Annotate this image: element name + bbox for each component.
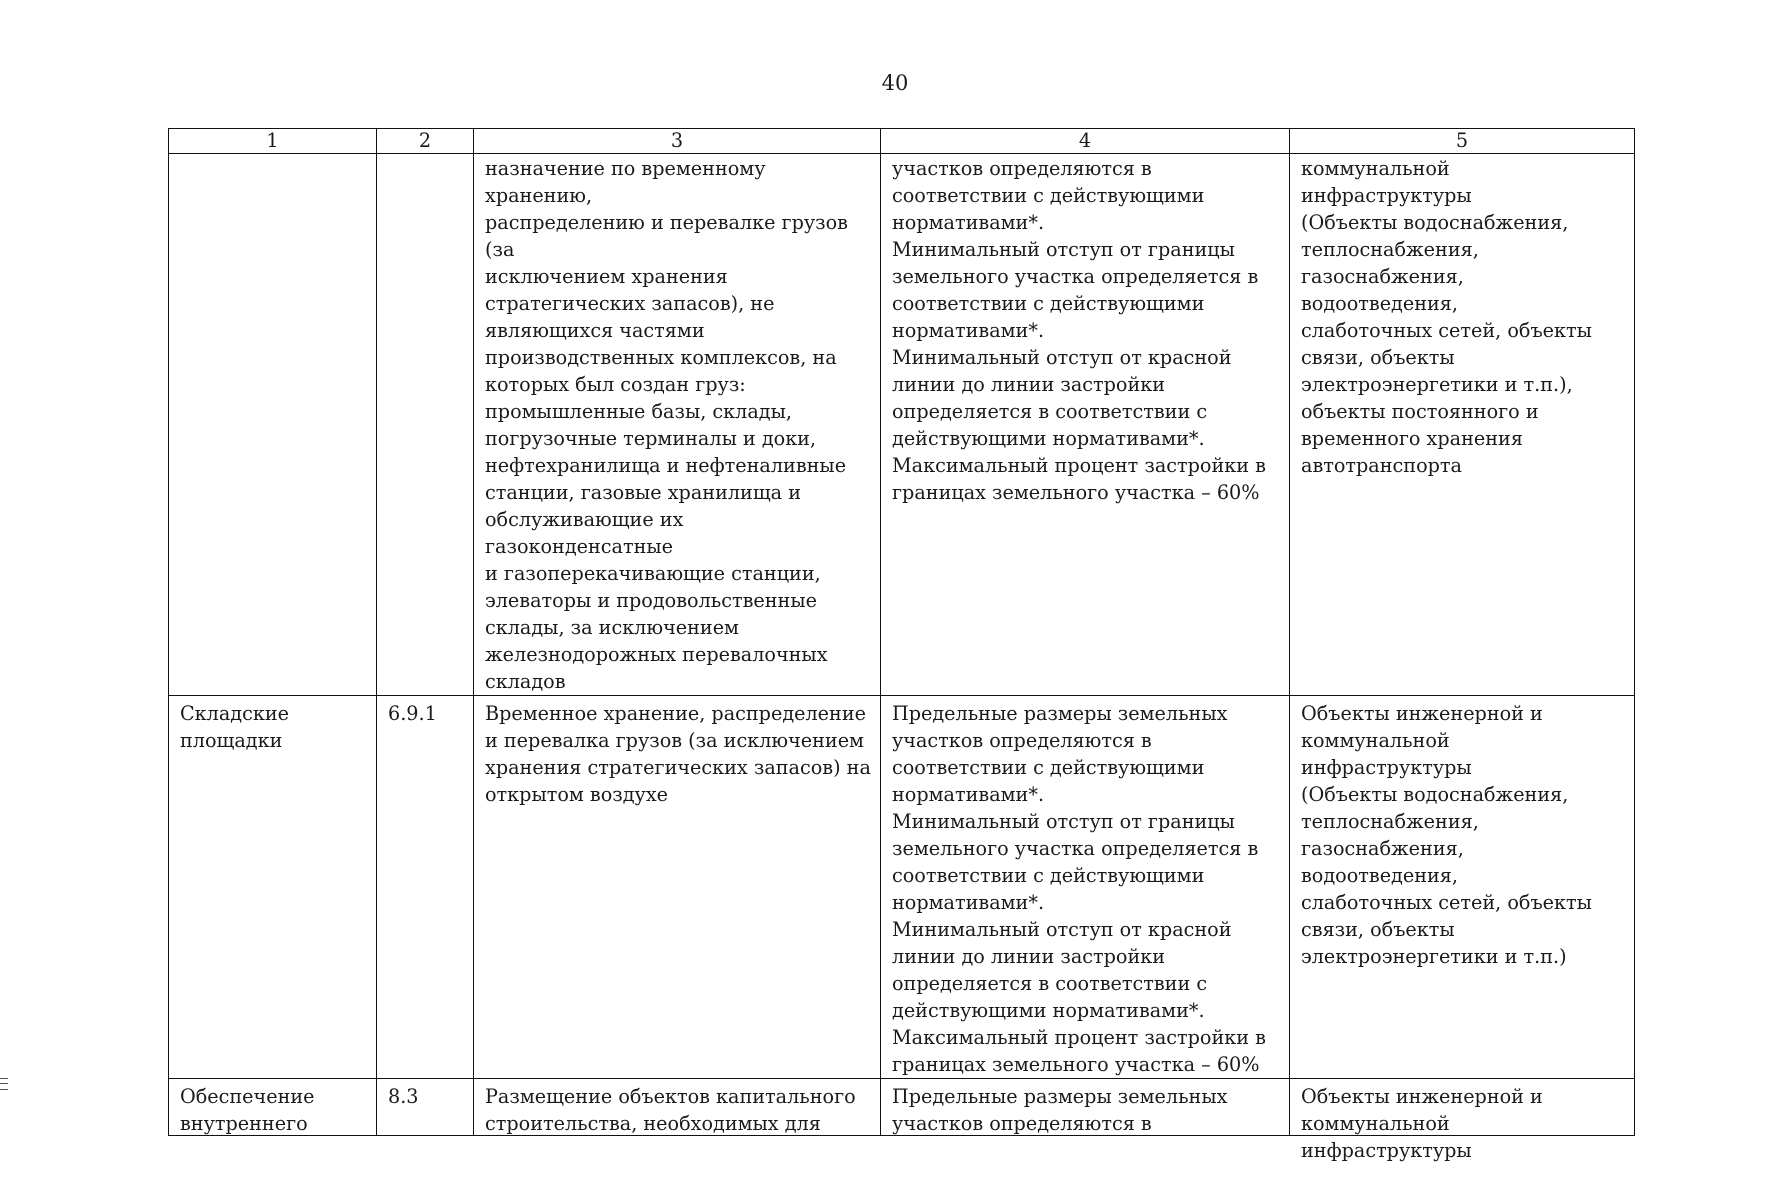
use-type-name: Обеспечение внутреннего — [180, 1085, 315, 1135]
use-description: Размещение объектов капитального строительства, необходимых для — [485, 1085, 856, 1135]
auxiliary-uses-cell — [1290, 1079, 1635, 1162]
auxiliary-uses-cell — [1290, 696, 1635, 1079]
use-description: назначение по временному хранению, распределению и перевалке грузов (за исключением хранения стратегических запасов), не являющихся частями производственных комплексов, на которых был создан груз: промышленные базы, склады, погрузочные терминалы и доки, нефтехранилища и нефтеналивные станции, газовые хранилища и обслуживающие их газоконденсатные и газоперекачивающие станции, элеваторы и продовольственные склады, за исключением железнодорожных перевалочных складов — [485, 157, 848, 693]
table-header-row — [169, 129, 1635, 154]
use-type-name-cell — [169, 154, 377, 696]
parameters-cell — [881, 696, 1290, 1079]
parameters-text: участков определяются в соответствии с действующими нормативами*. Минимальный отступ от границы земельного участка определяется в соответствии с действующими нормативами*. Минимальный отступ от красной линии до линии застройки определяется в соответствии с действующими нормативами*. Максимальный процент застройки в границах земельного участка – 60% — [892, 157, 1266, 504]
use-type-name-cell — [169, 1079, 377, 1136]
page-number: 40 — [881, 71, 909, 95]
table-row — [169, 154, 1635, 696]
use-type-name-cell — [169, 696, 377, 1079]
auxiliary-uses-cell — [1290, 154, 1635, 696]
parameters-text: Предельные размеры земельных участков определяются в соответствии с действующими нормативами*. Минимальный отступ от границы земельного участка определяется в соответствии с действующими нормативами*. Минимальный отступ от красной линии до линии застройки определяется в соответствии с действующими нормативами*. Максимальный процент застройки в границах земельного участка – 60% — [892, 702, 1266, 1076]
use-description-cell — [474, 1079, 881, 1136]
parameters-cell — [881, 1079, 1290, 1136]
use-type-code: 6.9.1 — [388, 702, 437, 725]
table-row — [169, 1079, 1635, 1136]
auxiliary-uses-text: Объекты инженерной и коммунальной инфраструктуры — [1301, 1085, 1543, 1162]
column-header-3: 3 — [474, 129, 881, 154]
table-row — [169, 696, 1635, 1079]
parameters-text: Предельные размеры земельных участков определяются в — [892, 1085, 1228, 1135]
use-type-code-cell — [377, 154, 474, 696]
column-header-1: 1 — [169, 129, 377, 154]
column-header-5: 5 — [1290, 129, 1635, 154]
auxiliary-uses-text: коммунальной инфраструктуры (Объекты водоснабжения, теплоснабжения, газоснабжения, водоотведения, слаботочных сетей, объекты связи, объекты электроэнергетики и т.п.), объекты постоянного и временного хранения автотранспорта — [1301, 157, 1592, 477]
column-header-4: 4 — [881, 129, 1290, 154]
use-description-cell — [474, 154, 881, 696]
use-type-code-cell — [377, 696, 474, 1079]
parameters-cell — [881, 154, 1290, 696]
column-header-2: 2 — [377, 129, 474, 154]
use-type-code: 8.3 — [388, 1085, 419, 1108]
use-type-name: Складские площадки — [180, 702, 289, 752]
margin-mark — [0, 1078, 8, 1090]
zoning-table — [168, 128, 1635, 1162]
use-type-code-cell — [377, 1079, 474, 1136]
use-description-cell — [474, 696, 881, 1079]
auxiliary-uses-text: Объекты инженерной и коммунальной инфраструктуры (Объекты водоснабжения, теплоснабжения, газоснабжения, водоотведения, слаботочных сетей, объекты связи, объекты электроэнергетики и т.п.) — [1301, 702, 1592, 968]
use-description: Временное хранение, распределение и перевалка грузов (за исключением хранения стратегических запасов) на открытом воздухе — [485, 702, 871, 806]
